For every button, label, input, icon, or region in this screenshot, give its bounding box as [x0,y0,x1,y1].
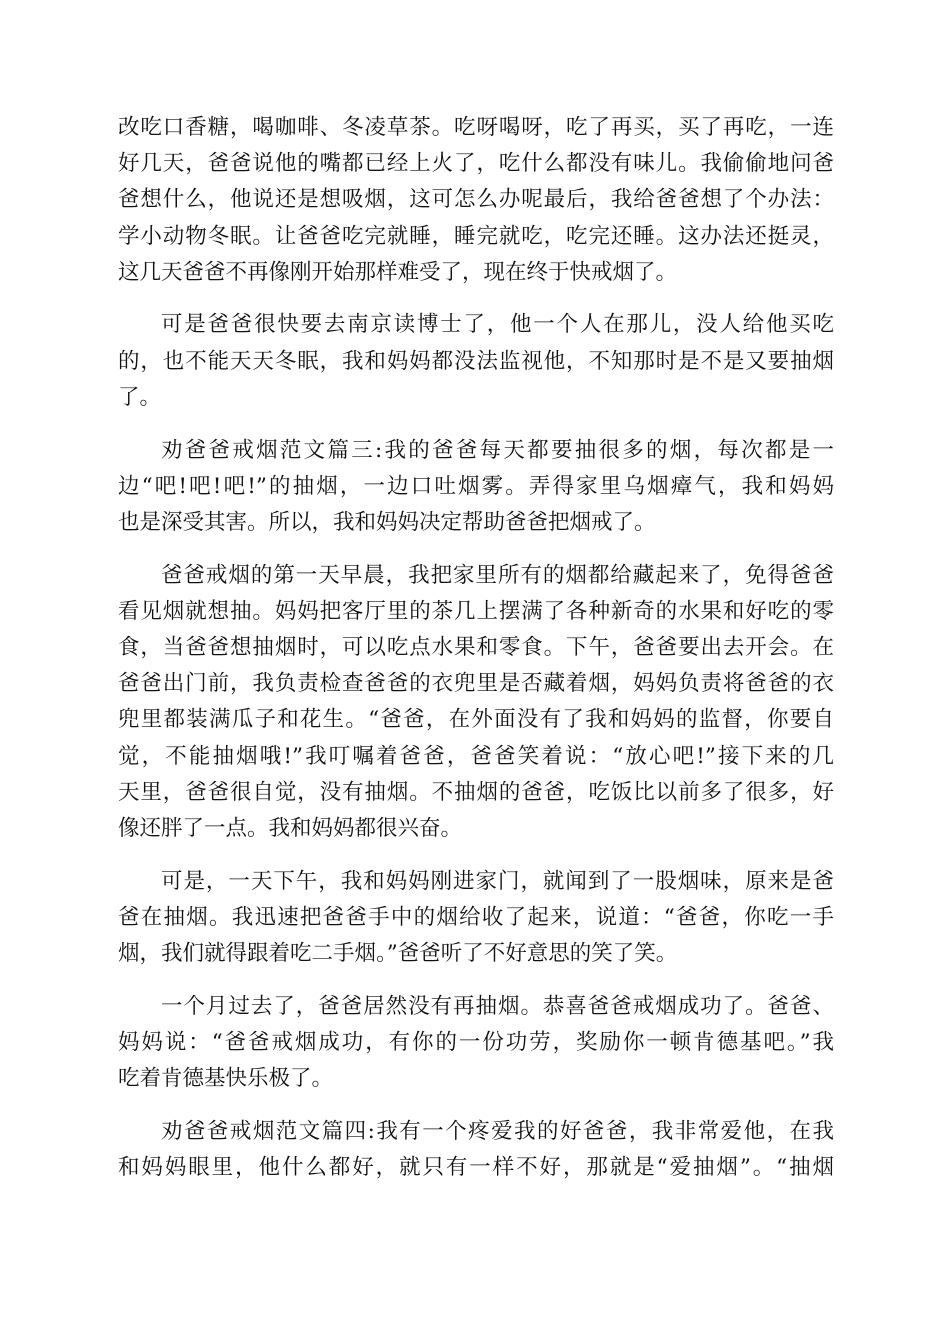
text-line: 爸爸出门前，我负责检查爸爸的衣兜里是否藏着烟，妈妈负责将爸爸的衣 [118,671,834,697]
body-text [118,110,834,1186]
text-line: 了。 [118,384,162,410]
text-line: 一个月过去了，爸爸居然没有再抽烟。恭喜爸爸戒烟成功了。爸爸、 [161,993,834,1019]
paragraph-6 [118,989,834,1098]
paragraph-gap [118,1097,834,1114]
text-line: 食，当爸爸想抽烟时，可以吃点水果和零食。下午，爸爸要出去开会。在 [118,634,834,660]
text-line: 可是，一天下午，我和妈妈刚进家门，就闻到了一股烟味，原来是爸 [161,868,834,894]
text-line: 烟，我们就得跟着吃二手烟。”爸爸听了不好意思的笑了笑。 [118,940,678,966]
text-line: 改吃口香糖，喝咖啡、冬凌草茶。吃呀喝呀，吃了再买，买了再吃，一连 [118,115,834,140]
text-line: 觉，不能抽烟哦!”我叮嘱着爸爸，爸爸笑着说：“放心吧!”接下来的几 [118,743,834,769]
text-line: 像还胖了一点。我和妈妈都很兴奋。 [118,815,463,841]
text-line: 学小动物冬眠。让爸爸吃完就睡，睡完就吃，吃完还睡。这办法还挺灵， [118,223,834,249]
text-line: 这几天爸爸不再像刚开始那样难受了，现在终于快戒烟了。 [118,259,678,285]
text-line: 看见烟就想抽。妈妈把客厅里的茶几上摆满了各种新奇的水果和好吃的零 [118,598,834,624]
text-line: 爸在抽烟。我迅速把爸爸手中的烟给收了起来，说道：“爸爸，你吃一手 [118,904,834,930]
text-line: 劝爸爸戒烟范文篇三:我的爸爸每天都要抽很多的烟，每次都是一 [161,437,834,463]
text-line: 天里，爸爸很自觉，没有抽烟。不抽烟的爸爸，吃饭比以前多了很多，好 [118,779,834,805]
text-line: 也是深受其害。所以，我和妈妈决定帮助爸爸把烟戒了。 [118,509,656,535]
text-line: 吃着肯德基快乐极了。 [118,1066,334,1091]
paragraph-4 [118,558,834,848]
text-line: 好几天，爸爸说他的嘴都已经上火了，吃什么都没有味儿。我偷偷地问爸 [118,151,834,177]
paragraph-gap [118,541,834,558]
paragraph-1 [118,110,834,291]
text-line: 和妈妈眼里，他什么都好，就只有一样不好，那就是“爱抽烟”。“抽烟 [118,1154,834,1180]
paragraph-7 [118,1114,834,1186]
text-line: 爸爸戒烟的第一天早晨，我把家里所有的烟都给藏起来了，免得爸爸 [161,562,834,588]
text-line: 劝爸爸戒烟范文篇四:我有一个疼爱我的好爸爸，我非常爱他，在我 [161,1118,834,1144]
text-line: 爸想什么，他说还是想吸烟，这可怎么办呢最后，我给爸爸想了个办法： [118,187,834,213]
paragraph-3 [118,433,834,542]
paragraph-5 [118,864,834,973]
paragraph-gap [118,291,834,308]
text-line: 兜里都装满瓜子和花生。“爸爸，在外面没有了我和妈妈的监督，你要自 [118,707,834,733]
paragraph-gap [118,847,834,864]
paragraph-2 [118,307,834,416]
paragraph-gap [118,416,834,433]
text-line: 妈妈说：“爸爸戒烟成功，有你的一份功劳，奖励你一顿肯德基吧。”我 [118,1029,834,1055]
paragraph-gap [118,972,834,989]
text-line: 的，也不能天天冬眠，我和妈妈都没法监视他，不知那时是不是又要抽烟 [118,348,834,374]
text-line: 边“吧!吧!吧!”的抽烟，一边口吐烟雾。弄得家里乌烟瘴气，我和妈妈 [118,473,834,499]
text-line: 可是爸爸很快要去南京读博士了，他一个人在那儿，没人给他买吃 [161,312,834,338]
